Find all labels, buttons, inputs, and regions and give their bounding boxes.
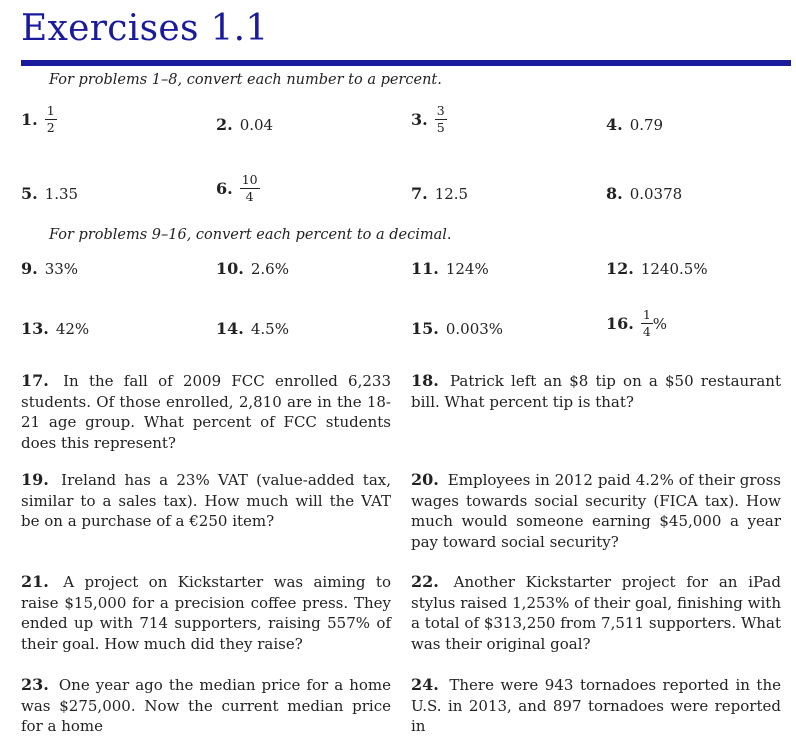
problem-17 (21, 371, 391, 453)
problem-number: 17. (21, 371, 49, 390)
denominator: 4 (245, 189, 254, 205)
problem-5 (21, 184, 78, 203)
problem-value: 2.6% (250, 259, 289, 278)
problem-value: 4.5% (250, 319, 289, 338)
problem-number: 12. (606, 259, 634, 278)
instructions-part1: For problems 1–8, convert each number to a percent. (49, 72, 442, 88)
problem-value: 33% (44, 259, 79, 278)
problem-number: 18. (411, 371, 439, 390)
problem-number: 6. (216, 179, 233, 199)
problem-19 (21, 470, 391, 532)
problem-number: 13. (21, 319, 49, 338)
problem-text: Ireland has a 23% VAT (value-added tax, similar to a sales tax). How much will the VAT be on a purchase of a €250 item? (21, 471, 391, 530)
numerator: 3 (435, 104, 447, 120)
problem-16 (606, 308, 667, 340)
problem-4 (606, 115, 663, 134)
page-title: Exercises 1.1 (21, 8, 269, 49)
problem-number: 7. (411, 184, 428, 203)
fraction (641, 308, 653, 340)
problem-value: 0.003% (445, 319, 504, 338)
problem-text: A project on Kickstarter was aiming to raise $15,000 for a precision coffee press. They ended up with 714 supporters, raising 557% of their goal. How much did they raise? (21, 573, 391, 653)
problem-text: Another Kickstarter project for an iPad stylus raised 1,253% of their goal, finishing with a total of $313,250 from 7,511 supporters. What was their original goal? (411, 573, 781, 653)
numerator: 10 (240, 173, 260, 189)
problem-number: 14. (216, 319, 244, 338)
problem-number: 10. (216, 259, 244, 278)
problem-value: 12.5 (434, 184, 469, 203)
problem-value: 1240.5% (640, 259, 708, 278)
problem-number: 21. (21, 572, 49, 591)
fraction (240, 173, 260, 205)
problem-number: 2. (216, 115, 233, 134)
problem-6 (216, 173, 260, 205)
problem-12 (606, 259, 708, 278)
fraction (435, 104, 447, 136)
problem-1 (21, 104, 57, 136)
problem-24 (411, 675, 781, 737)
problem-10 (216, 259, 289, 278)
numerator: 1 (641, 308, 653, 324)
title-rule (21, 60, 791, 66)
problem-number: 11. (411, 259, 439, 278)
problem-22 (411, 572, 781, 654)
denominator: 2 (46, 120, 55, 136)
problem-value: 124% (445, 259, 489, 278)
problem-value: 0.79 (629, 115, 664, 134)
percent-sign: % (652, 314, 668, 333)
problem-number: 24. (411, 675, 439, 694)
problem-18 (411, 371, 781, 412)
problem-2 (216, 115, 273, 134)
denominator: 5 (436, 120, 445, 136)
instructions-part2: For problems 9–16, convert each percent to a decimal. (49, 227, 452, 243)
problem-text: Employees in 2012 paid 4.2% of their gross wages towards social security (FICA tax). How much would someone earning $45,000 a year pay toward social security? (411, 471, 781, 551)
problem-9 (21, 259, 78, 278)
problem-number: 3. (411, 110, 428, 130)
problem-3 (411, 104, 447, 136)
problem-14 (216, 319, 289, 338)
problem-number: 15. (411, 319, 439, 338)
problem-13 (21, 319, 89, 338)
problem-text: In the fall of 2009 FCC enrolled 6,233 students. Of those enrolled, 2,810 are in the 18-21 age group. What percent of FCC students does this represent? (21, 372, 391, 452)
problem-15 (411, 319, 503, 338)
problem-number: 4. (606, 115, 623, 134)
problem-number: 20. (411, 470, 439, 489)
numerator: 1 (45, 104, 57, 120)
problem-number: 9. (21, 259, 38, 278)
problem-21 (21, 572, 391, 654)
problem-value: 0.04 (239, 115, 274, 134)
problem-number: 22. (411, 572, 439, 591)
problem-number: 16. (606, 314, 634, 334)
problem-20 (411, 470, 781, 552)
problem-text: There were 943 tornadoes reported in the U.S. in 2013, and 897 tornadoes were reported in (411, 676, 781, 735)
problem-number: 19. (21, 470, 49, 489)
problem-value: 0.0378 (629, 184, 683, 203)
problem-number: 5. (21, 184, 38, 203)
problem-number: 23. (21, 675, 49, 694)
problem-number: 8. (606, 184, 623, 203)
problem-8 (606, 184, 682, 203)
problem-23 (21, 675, 391, 737)
problem-value: 1.35 (44, 184, 79, 203)
problem-number: 1. (21, 110, 38, 130)
problem-value: 42% (55, 319, 90, 338)
fraction (45, 104, 57, 136)
problem-text: Patrick left an $8 tip on a $50 restaurant bill. What percent tip is that? (411, 372, 781, 411)
problem-11 (411, 259, 489, 278)
problem-text: One year ago the median price for a home was $275,000. Now the current median price for a home (21, 676, 391, 735)
denominator: 4 (642, 324, 651, 340)
problem-7 (411, 184, 468, 203)
